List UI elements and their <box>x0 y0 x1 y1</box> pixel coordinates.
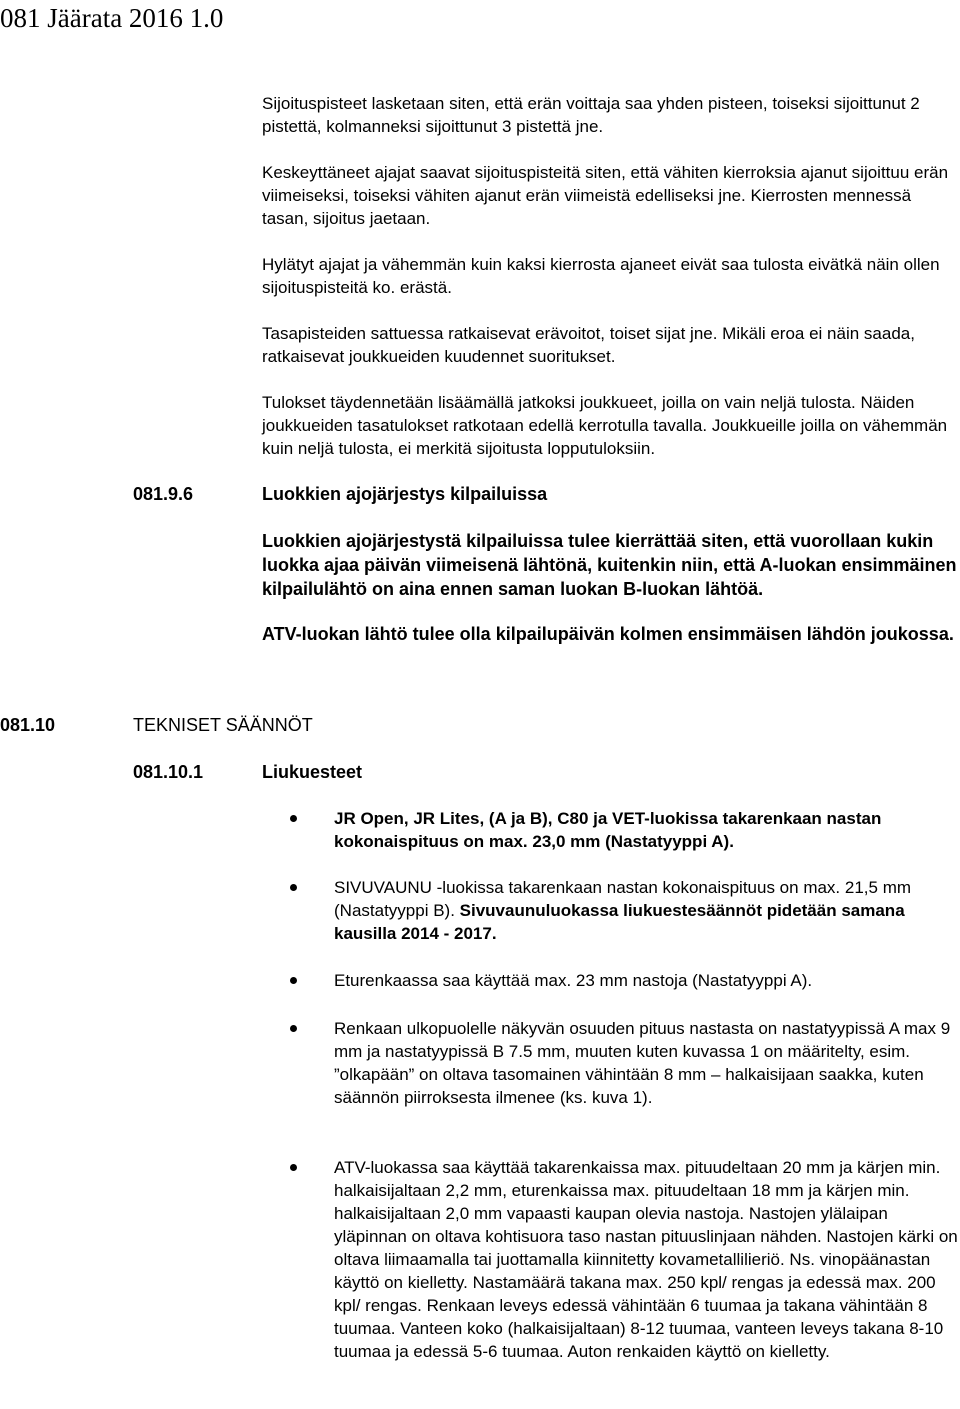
bullet-text: Renkaan ulkopuolelle näkyvän osuuden pituus nastasta on nastatyypissä A max 9 mm ja nastatyypissä B 7.5 mm, muuten kuten kuvassa 1 on määritelty, esim. ”olkapään” on oltava tasomainen vähintään 8 mm – halkaisijaan saakka, kuten säännön piirroksesta ilmenee (ks. kuva 1). <box>334 1019 951 1107</box>
bullet-text: JR Open, JR Lites, (A ja B), C80 ja VET-luokissa takarenkaan nastan kokonaispituus on max. 23,0 mm (Nastatyyppi A). <box>334 809 882 851</box>
section-number-081-10-1: 081.10.1 <box>133 762 204 782</box>
section-title-tekniset-saannot: TEKNISET SÄÄNNÖT <box>133 715 313 735</box>
bullet-text-normal: SIVUVAUNU -luokissa takarenkaan nastan kokonaispituus on max. 21,5 mm (Nastatyyppi B). <box>334 878 912 920</box>
section-number-081-9-6: 081.9.6 <box>133 484 194 504</box>
section-number-081-10: 081.10 <box>0 715 56 735</box>
paragraph-ajojarjestys: Luokkien ajojärjestystä kilpailuissa tulee kierrättää siten, että vuorollaan kukin luokka ajaa päivän viimeisenä lähtönä, kuitenkin niin, että A-luokan ensimmäinen kilpailulähtö on aina ennen saman luokan B-luokan lähtöä. <box>262 531 957 599</box>
section-title-liukuesteet: Liukuesteet <box>262 762 363 782</box>
bullet-icon <box>290 815 297 822</box>
paragraph-keskeyttaneet: Keskeyttäneet ajajat saavat sijoituspisteitä siten, että vähiten kierroksia ajanut sijoittuu erän viimeiseksi, toiseksi vähiten ajanut erän viimeistä edelliseksi jne. Kierrosten mennessä tasan, sijoitus jaetaan. <box>262 163 949 228</box>
paragraph-sijoituspisteet: Sijoituspisteet lasketaan siten, että erän voittaja saa yhden pisteen, toiseksi sijoittunut 2 pistettä, kolmanneksi sijoittunut 3 pistettä jne. <box>262 94 920 136</box>
bullet-icon <box>290 1025 297 1032</box>
paragraph-atv-lahto: ATV-luokan lähtö tulee olla kilpailupäivän kolmen ensimmäisen lähdön joukossa. <box>262 624 954 644</box>
paragraph-tulokset: Tulokset täydennetään lisäämällä jatkoksi joukkueet, joilla on vain neljä tulosta. Näiden joukkueiden tasatulokset ratkotaan edellä kerrotulla tavalla. Joukkueille joilla on vähemmän kuin neljä tulosta, ei merkitä sijoitusta lopputuloksiin. <box>262 393 948 458</box>
bullet-icon <box>290 884 297 891</box>
paragraph-tasapisteet: Tasapisteiden sattuessa ratkaisevat erävoitot, toiset sijat jne. Mikäli eroa ei näin saada, ratkaisevat joukkueiden kuudennet suoritukset. <box>262 324 915 366</box>
bullet-text: Eturenkaassa saa käyttää max. 23 mm nastoja (Nastatyyppi A). <box>334 971 813 990</box>
section-title-luokkien-ajojarjestys: Luokkien ajojärjestys kilpailuissa <box>262 484 548 504</box>
paragraph-hylatyt: Hylätyt ajajat ja vähemmän kuin kaksi kierrosta ajaneet eivät saa tulosta eivätkä näin ollen sijoituspisteitä ko. erästä. <box>262 255 940 297</box>
bullet-icon <box>290 977 297 984</box>
bullet-text <box>334 876 960 945</box>
page-header-title: 081 Jäärata 2016 1.0 <box>0 3 224 33</box>
bullet-text-bold: Sivuvaunuluokassa liukuestesäännöt pidetään samana kausilla 2014 - 2017. <box>334 901 905 943</box>
bullet-icon <box>290 1164 297 1171</box>
bullet-text: ATV-luokassa saa käyttää takarenkaissa max. pituudeltaan 20 mm ja kärjen min. halkaisijaltaan 2,2 mm, eturenkaissa max. pituudeltaan 18 mm ja kärjen min. halkaisijaltaan 2,0 mm vapaasti kaupan olevia nastoja. Nastojen ylälaipan yläpinnan on oltava kohtisuora taso nastan pituuslinjaan nähden. Nastojen kärki on oltava liimaamalla tai juottamalla kiinnitetty kovametallilieriö. Ns. vinopäänastan käyttö on kielletty. Nastamäärä takana max. 250 kpl/ rengas ja edessä max. 200 kpl/ rengas. Renkaan leveys edessä vähintään 6 tuumaa ja takana vähintään 8 tuumaa. Vanteen koko (halkaisijaltaan) 8-12 tuumaa, vanteen leveys takana 8-10 tuumaa ja edessä 5-6 tuumaa. Auton renkaiden käyttö on kielletty. <box>334 1158 958 1361</box>
